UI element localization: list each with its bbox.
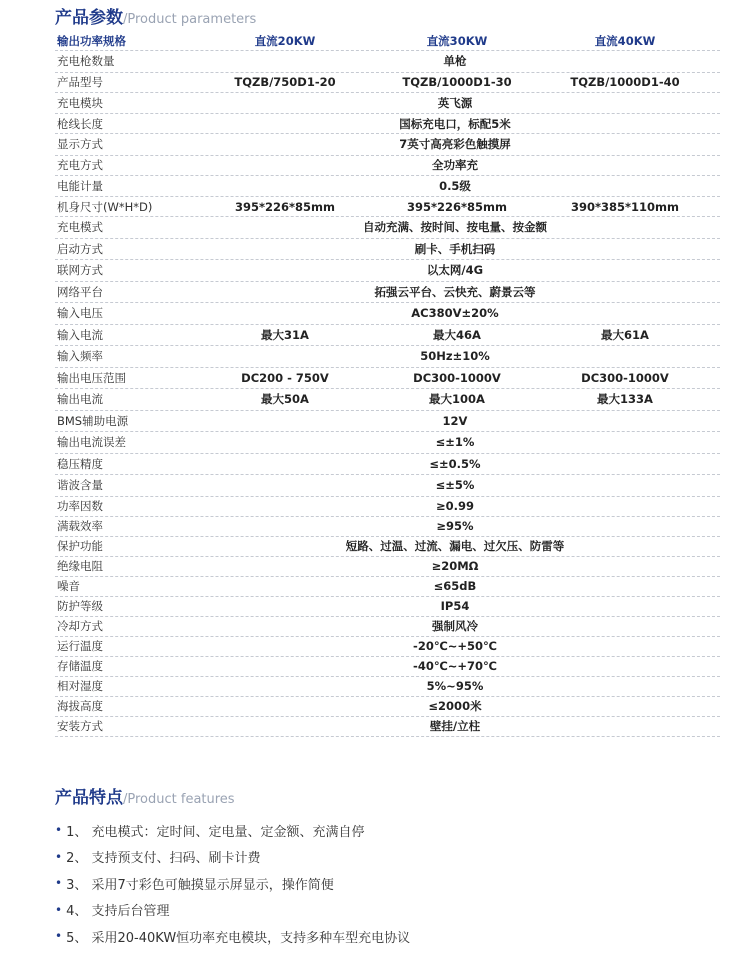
row-value-col-1: TQZB/750D1-20 bbox=[234, 75, 336, 89]
table-row bbox=[55, 156, 720, 176]
table-row bbox=[55, 303, 720, 325]
features-section-title bbox=[55, 783, 235, 808]
bullet-icon: • bbox=[55, 823, 63, 838]
table-row bbox=[55, 432, 720, 454]
row-label: 相对湿度 bbox=[57, 679, 103, 693]
header-col-2: 直流30KW bbox=[426, 33, 488, 48]
row-value-col-2: 最大100A bbox=[429, 392, 485, 407]
table-row bbox=[55, 325, 720, 347]
row-label: 产品型号 bbox=[57, 75, 103, 89]
row-label: 枪线长度 bbox=[57, 116, 103, 131]
table-row bbox=[55, 239, 720, 261]
table-header-row bbox=[55, 31, 720, 51]
row-value-col-3: 390*385*110mm bbox=[570, 199, 679, 214]
row-value-col-1: DC200 - 750V bbox=[241, 370, 329, 385]
row-value: ≤±0.5% bbox=[429, 456, 481, 471]
row-value: 5%~95% bbox=[426, 679, 484, 693]
bullet-icon: • bbox=[55, 929, 63, 944]
feature-item bbox=[55, 817, 410, 844]
table-row bbox=[55, 217, 720, 239]
feature-item bbox=[55, 870, 410, 897]
bullet-icon: • bbox=[55, 849, 63, 864]
row-label: 冷却方式 bbox=[57, 619, 103, 633]
params-section-title bbox=[55, 3, 256, 28]
parameter-table bbox=[55, 31, 720, 737]
row-label: 绝缘电阻 bbox=[57, 559, 103, 573]
row-value: 短路、过温、过流、漏电、过欠压、防雷等 bbox=[345, 539, 565, 553]
row-value: ≥95% bbox=[436, 519, 474, 533]
feature-text: 5、 采用20-40KW恒功率充电模块，支持多种车型充电协议 bbox=[66, 930, 411, 946]
row-label: 输出电流误差 bbox=[57, 435, 126, 450]
row-label: 稳压精度 bbox=[57, 456, 103, 471]
row-label: 输入电流 bbox=[57, 327, 103, 342]
row-label: BMS辅助电源 bbox=[57, 413, 129, 428]
table-row bbox=[55, 677, 720, 697]
row-label: 噪音 bbox=[57, 579, 80, 593]
row-label: 海拔高度 bbox=[57, 699, 103, 713]
row-value-col-2: TQZB/1000D1-30 bbox=[402, 75, 512, 89]
table-row bbox=[55, 557, 720, 577]
row-value: 全功率充 bbox=[432, 158, 478, 172]
table-row bbox=[55, 497, 720, 517]
row-value: 0.5级 bbox=[439, 178, 471, 193]
row-label: 显示方式 bbox=[57, 137, 103, 152]
row-label: 充电方式 bbox=[57, 158, 103, 172]
row-value: ≤2000米 bbox=[428, 699, 482, 713]
header-col-3: 直流40KW bbox=[594, 33, 656, 48]
header-col-1: 直流20KW bbox=[254, 33, 316, 48]
row-value-col-3: TQZB/1000D1-40 bbox=[570, 75, 680, 89]
bullet-icon: • bbox=[55, 876, 63, 891]
row-value: 英飞源 bbox=[437, 95, 473, 110]
row-value: IP54 bbox=[440, 599, 470, 613]
header-label: 输出功率规格 bbox=[57, 33, 126, 48]
row-value: -20℃~+50℃ bbox=[413, 639, 497, 653]
row-value-col-3: 最大61A bbox=[601, 327, 649, 342]
table-row bbox=[55, 134, 720, 156]
table-row bbox=[55, 260, 720, 282]
row-value: -40℃~+70℃ bbox=[413, 659, 497, 673]
row-label: 谐波含量 bbox=[57, 478, 103, 493]
row-label: 输入电压 bbox=[57, 306, 103, 321]
row-label: 充电模块 bbox=[57, 95, 103, 110]
table-row bbox=[55, 617, 720, 637]
row-label: 联网方式 bbox=[57, 263, 103, 278]
row-value: ≤65dB bbox=[433, 579, 477, 593]
row-value: 单枪 bbox=[443, 54, 467, 69]
table-row bbox=[55, 454, 720, 476]
row-value-col-1: 最大50A bbox=[261, 392, 309, 407]
row-value: ≤±1% bbox=[435, 435, 475, 450]
table-row bbox=[55, 51, 720, 73]
row-label: 输入频率 bbox=[57, 349, 103, 364]
row-label: 运行温度 bbox=[57, 639, 103, 653]
row-value: 50Hz±10% bbox=[420, 349, 490, 364]
table-row bbox=[55, 73, 720, 93]
row-value-col-1: 最大31A bbox=[261, 327, 309, 342]
row-value: AC380V±20% bbox=[411, 306, 499, 321]
table-row bbox=[55, 597, 720, 617]
row-label: 防护等级 bbox=[57, 599, 103, 613]
row-label: 满载效率 bbox=[57, 519, 103, 533]
feature-text: 2、 支持预支付、扫码、刷卡计费 bbox=[66, 851, 261, 867]
row-value: 12V bbox=[442, 413, 468, 428]
row-value-col-2: 最大46A bbox=[433, 327, 481, 342]
row-label: 充电模式 bbox=[57, 220, 103, 235]
row-label: 电能计量 bbox=[57, 178, 103, 193]
bullet-icon: • bbox=[55, 902, 63, 917]
row-value: 刷卡、手机扫码 bbox=[414, 241, 496, 256]
table-row bbox=[55, 389, 720, 411]
table-row bbox=[55, 517, 720, 537]
row-value: ≥0.99 bbox=[435, 499, 474, 513]
feature-text: 3、 采用7寸彩色可触摸显示屏显示，操作简便 bbox=[66, 877, 334, 893]
row-label: 网络平台 bbox=[57, 284, 103, 299]
row-value: 强制风冷 bbox=[432, 619, 478, 633]
feature-text: 4、 支持后台管理 bbox=[66, 904, 170, 920]
row-value: 自动充满、按时间、按电量、按金额 bbox=[363, 220, 547, 235]
row-label: 充电枪数量 bbox=[57, 54, 115, 69]
table-row bbox=[55, 282, 720, 304]
feature-list bbox=[55, 817, 410, 950]
row-label: 启动方式 bbox=[57, 241, 103, 256]
table-row bbox=[55, 93, 720, 115]
row-label: 功率因数 bbox=[57, 499, 103, 513]
row-value: 拓强云平台、云快充、蔚景云等 bbox=[374, 284, 536, 299]
table-row bbox=[55, 346, 720, 368]
table-row bbox=[55, 637, 720, 657]
params-title-en: /Product parameters bbox=[123, 12, 257, 27]
table-row bbox=[55, 537, 720, 557]
table-row bbox=[55, 176, 720, 198]
features-title-en: /Product features bbox=[123, 792, 235, 807]
table-row bbox=[55, 475, 720, 497]
row-value: 7英寸高亮彩色触摸屏 bbox=[399, 137, 511, 152]
table-row bbox=[55, 368, 720, 390]
feature-item bbox=[55, 923, 410, 950]
table-row bbox=[55, 411, 720, 433]
table-row bbox=[55, 717, 720, 737]
table-row bbox=[55, 114, 720, 134]
table-row bbox=[55, 577, 720, 597]
params-title-zh: 产品参数 bbox=[55, 8, 123, 28]
row-value: ≥20MΩ bbox=[431, 559, 479, 573]
table-row bbox=[55, 657, 720, 677]
row-value: 国标充电口，标配5米 bbox=[399, 116, 511, 131]
row-label: 安装方式 bbox=[57, 719, 103, 733]
row-value-col-2: DC300-1000V bbox=[413, 370, 501, 385]
row-value: 壁挂/立柱 bbox=[429, 719, 481, 733]
row-label: 保护功能 bbox=[57, 539, 103, 553]
table-row bbox=[55, 697, 720, 717]
feature-item bbox=[55, 897, 410, 924]
feature-text: 1、 充电模式：定时间、定电量、定金额、充满自停 bbox=[66, 824, 365, 840]
row-value-col-3: DC300-1000V bbox=[581, 370, 669, 385]
row-value-col-2: 395*226*85mm bbox=[406, 199, 507, 214]
table-row bbox=[55, 197, 720, 217]
row-label: 存储温度 bbox=[57, 659, 103, 673]
row-value-col-3: 最大133A bbox=[597, 392, 653, 407]
row-value: ≤±5% bbox=[435, 478, 475, 493]
row-value-col-1: 395*226*85mm bbox=[234, 199, 335, 214]
features-title-zh: 产品特点 bbox=[55, 788, 123, 808]
row-label: 输出电流 bbox=[57, 392, 103, 407]
row-label: 输出电压范围 bbox=[57, 370, 126, 385]
row-value: 以太网/4G bbox=[426, 263, 484, 278]
row-label: 机身尺寸(W*H*D) bbox=[57, 199, 153, 214]
feature-item bbox=[55, 844, 410, 871]
